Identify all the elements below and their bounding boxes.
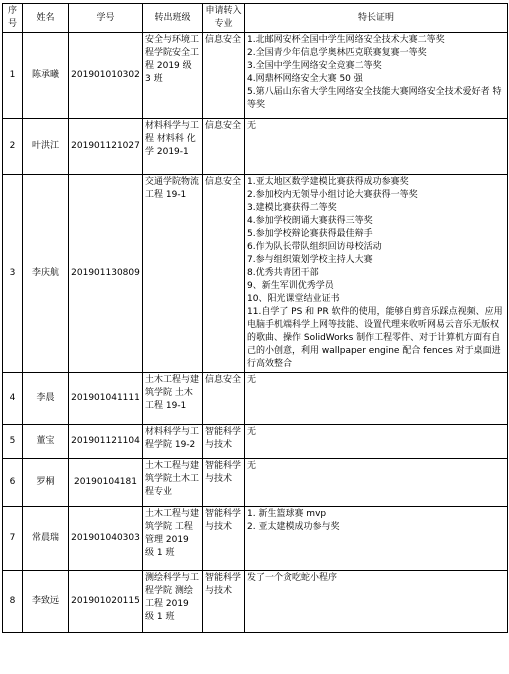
specialty-item: 2.全国青少年信息学奥林匹克联赛复赛一等奖: [247, 48, 427, 58]
cell-from-class: 土木工程与建筑学院 工程管理 2019 级 1 班: [143, 507, 203, 571]
header-name: 姓名: [23, 4, 69, 33]
specialty-item: 无: [247, 375, 257, 385]
table-row: [3, 175, 508, 373]
cell-apply-major: 信息安全: [203, 33, 245, 119]
specialty-item: 6.作为队长带队组织回访母校活动: [247, 242, 382, 252]
specialty-list: [247, 34, 505, 112]
specialty-list: [247, 176, 505, 371]
cell-from-class: 材料科学与工程学院 19-2: [143, 425, 203, 459]
specialty-item: 10、阳光课堂结业证书: [247, 294, 340, 304]
specialty-item: 8.优秀共青团干部: [247, 268, 319, 278]
cell-from-class: 材料科学与工程 材料科 化 学 2019-1: [143, 119, 203, 175]
specialty-item: 5.第八届山东省大学生网络安全技能大赛网络安全技术爱好者 特等奖: [247, 87, 502, 110]
cell-student-id: 201901121104: [69, 425, 143, 459]
cell-from-class: 土木工程与建筑学院 土木工程 19-1: [143, 373, 203, 425]
header-from-class: 转出班级: [143, 4, 203, 33]
cell-specialty: [245, 571, 508, 633]
cell-from-class: 测绘科学与工程学院 测绘工程 2019 级 1 班: [143, 571, 203, 633]
transfer-applicants-table: [2, 3, 508, 633]
cell-student-id: 201901020115: [69, 571, 143, 633]
cell-no: 7: [3, 507, 23, 571]
specialty-item: 4.参加学校朗诵大赛获得三等奖: [247, 216, 373, 226]
specialty-item: 7.参与组织策划学校主持人大赛: [247, 255, 373, 265]
cell-specialty: [245, 507, 508, 571]
specialty-item: 9、新生军训优秀学员: [247, 281, 334, 291]
table-row: [3, 425, 508, 459]
cell-from-class: 土木工程与建筑学院土木工程专业: [143, 459, 203, 507]
specialty-item: 1.亚太地区数学建模比赛获得成功参赛奖: [247, 177, 409, 187]
cell-name: 罗桐: [23, 459, 69, 507]
header-apply-major: 申请转入专业: [203, 4, 245, 33]
cell-name: 李晨: [23, 373, 69, 425]
specialty-item: 4.网鼎杯网络安全大赛 50 强: [247, 74, 363, 84]
table-row: [3, 459, 508, 507]
cell-no: 1: [3, 33, 23, 119]
cell-no: 5: [3, 425, 23, 459]
specialty-item: 5.参加学校辩论赛获得最佳辩手: [247, 229, 373, 239]
cell-apply-major: 信息安全: [203, 119, 245, 175]
specialty-list: [247, 120, 505, 133]
specialty-list: [247, 460, 505, 473]
cell-specialty: [245, 119, 508, 175]
cell-student-id: 20190104181: [69, 459, 143, 507]
cell-from-class: 安全与环境工程学院安全工程 2019 级 3 班: [143, 33, 203, 119]
cell-no: 3: [3, 175, 23, 373]
cell-student-id: 201901121027: [69, 119, 143, 175]
specialty-item: 1.北邮网安杯全国中学生网络安全技术大赛二等奖: [247, 35, 445, 45]
specialty-item: 1. 新生篮球赛 mvp: [247, 509, 327, 519]
table-body: [3, 33, 508, 633]
specialty-item: 2.参加校内无领导小组讨论大赛获得一等奖: [247, 190, 418, 200]
cell-apply-major: 信息安全: [203, 175, 245, 373]
cell-name: 李致远: [23, 571, 69, 633]
specialty-item: 3.建模比赛获得二等奖: [247, 203, 337, 213]
cell-no: 8: [3, 571, 23, 633]
cell-specialty: [245, 459, 508, 507]
table-row: [3, 119, 508, 175]
cell-from-class: 交通学院物流工程 19-1: [143, 175, 203, 373]
cell-specialty: [245, 373, 508, 425]
cell-name: 李庆航: [23, 175, 69, 373]
specialty-item: 发了一个贪吃蛇小程序: [247, 573, 338, 583]
cell-apply-major: 智能科学与技术: [203, 425, 245, 459]
cell-apply-major: 智能科学与技术: [203, 571, 245, 633]
table-header: [3, 4, 508, 33]
header-specialty: 特长证明: [245, 4, 508, 33]
cell-specialty: [245, 175, 508, 373]
specialty-item: 无: [247, 427, 257, 437]
specialty-item: 11.自学了 PS 和 PR 软件的使用，能够自剪音乐踩点视频、应用电脑手机端科学上网等技能、设置代理来收听网易云音乐无版权的歌曲、操作 SolidWorks 制作工程零件、对于计算机方面有自己的小创意，利用 wallpaper engine 配合 fences 对于桌面进行高效整合: [247, 307, 503, 369]
specialty-item: 3.全国中学生网络安全竞赛二等奖: [247, 61, 382, 71]
table-row: [3, 507, 508, 571]
cell-name: 陈承曦: [23, 33, 69, 119]
cell-name: 常晨瑞: [23, 507, 69, 571]
specialty-item: 2. 亚太建模成功参与奖: [247, 522, 340, 532]
table-row: [3, 571, 508, 633]
cell-student-id: 201901041111: [69, 373, 143, 425]
cell-name: 董宝: [23, 425, 69, 459]
specialty-list: [247, 426, 505, 439]
specialty-item: 无: [247, 121, 257, 131]
cell-specialty: [245, 33, 508, 119]
header-row: [3, 4, 508, 33]
cell-no: 4: [3, 373, 23, 425]
cell-no: 6: [3, 459, 23, 507]
cell-no: 2: [3, 119, 23, 175]
header-no: 序号: [3, 4, 23, 33]
table-row: [3, 373, 508, 425]
cell-student-id: 201901010302: [69, 33, 143, 119]
cell-student-id: 201901130809: [69, 175, 143, 373]
cell-student-id: 201901040303: [69, 507, 143, 571]
cell-apply-major: 信息安全: [203, 373, 245, 425]
cell-apply-major: 智能科学与技术: [203, 459, 245, 507]
specialty-list: [247, 508, 505, 534]
cell-specialty: [245, 425, 508, 459]
specialty-list: [247, 572, 505, 585]
specialty-item: 无: [247, 461, 257, 471]
header-student-id: 学号: [69, 4, 143, 33]
cell-apply-major: 智能科学与技术: [203, 507, 245, 571]
table-row: [3, 33, 508, 119]
cell-name: 叶洪江: [23, 119, 69, 175]
specialty-list: [247, 374, 505, 387]
